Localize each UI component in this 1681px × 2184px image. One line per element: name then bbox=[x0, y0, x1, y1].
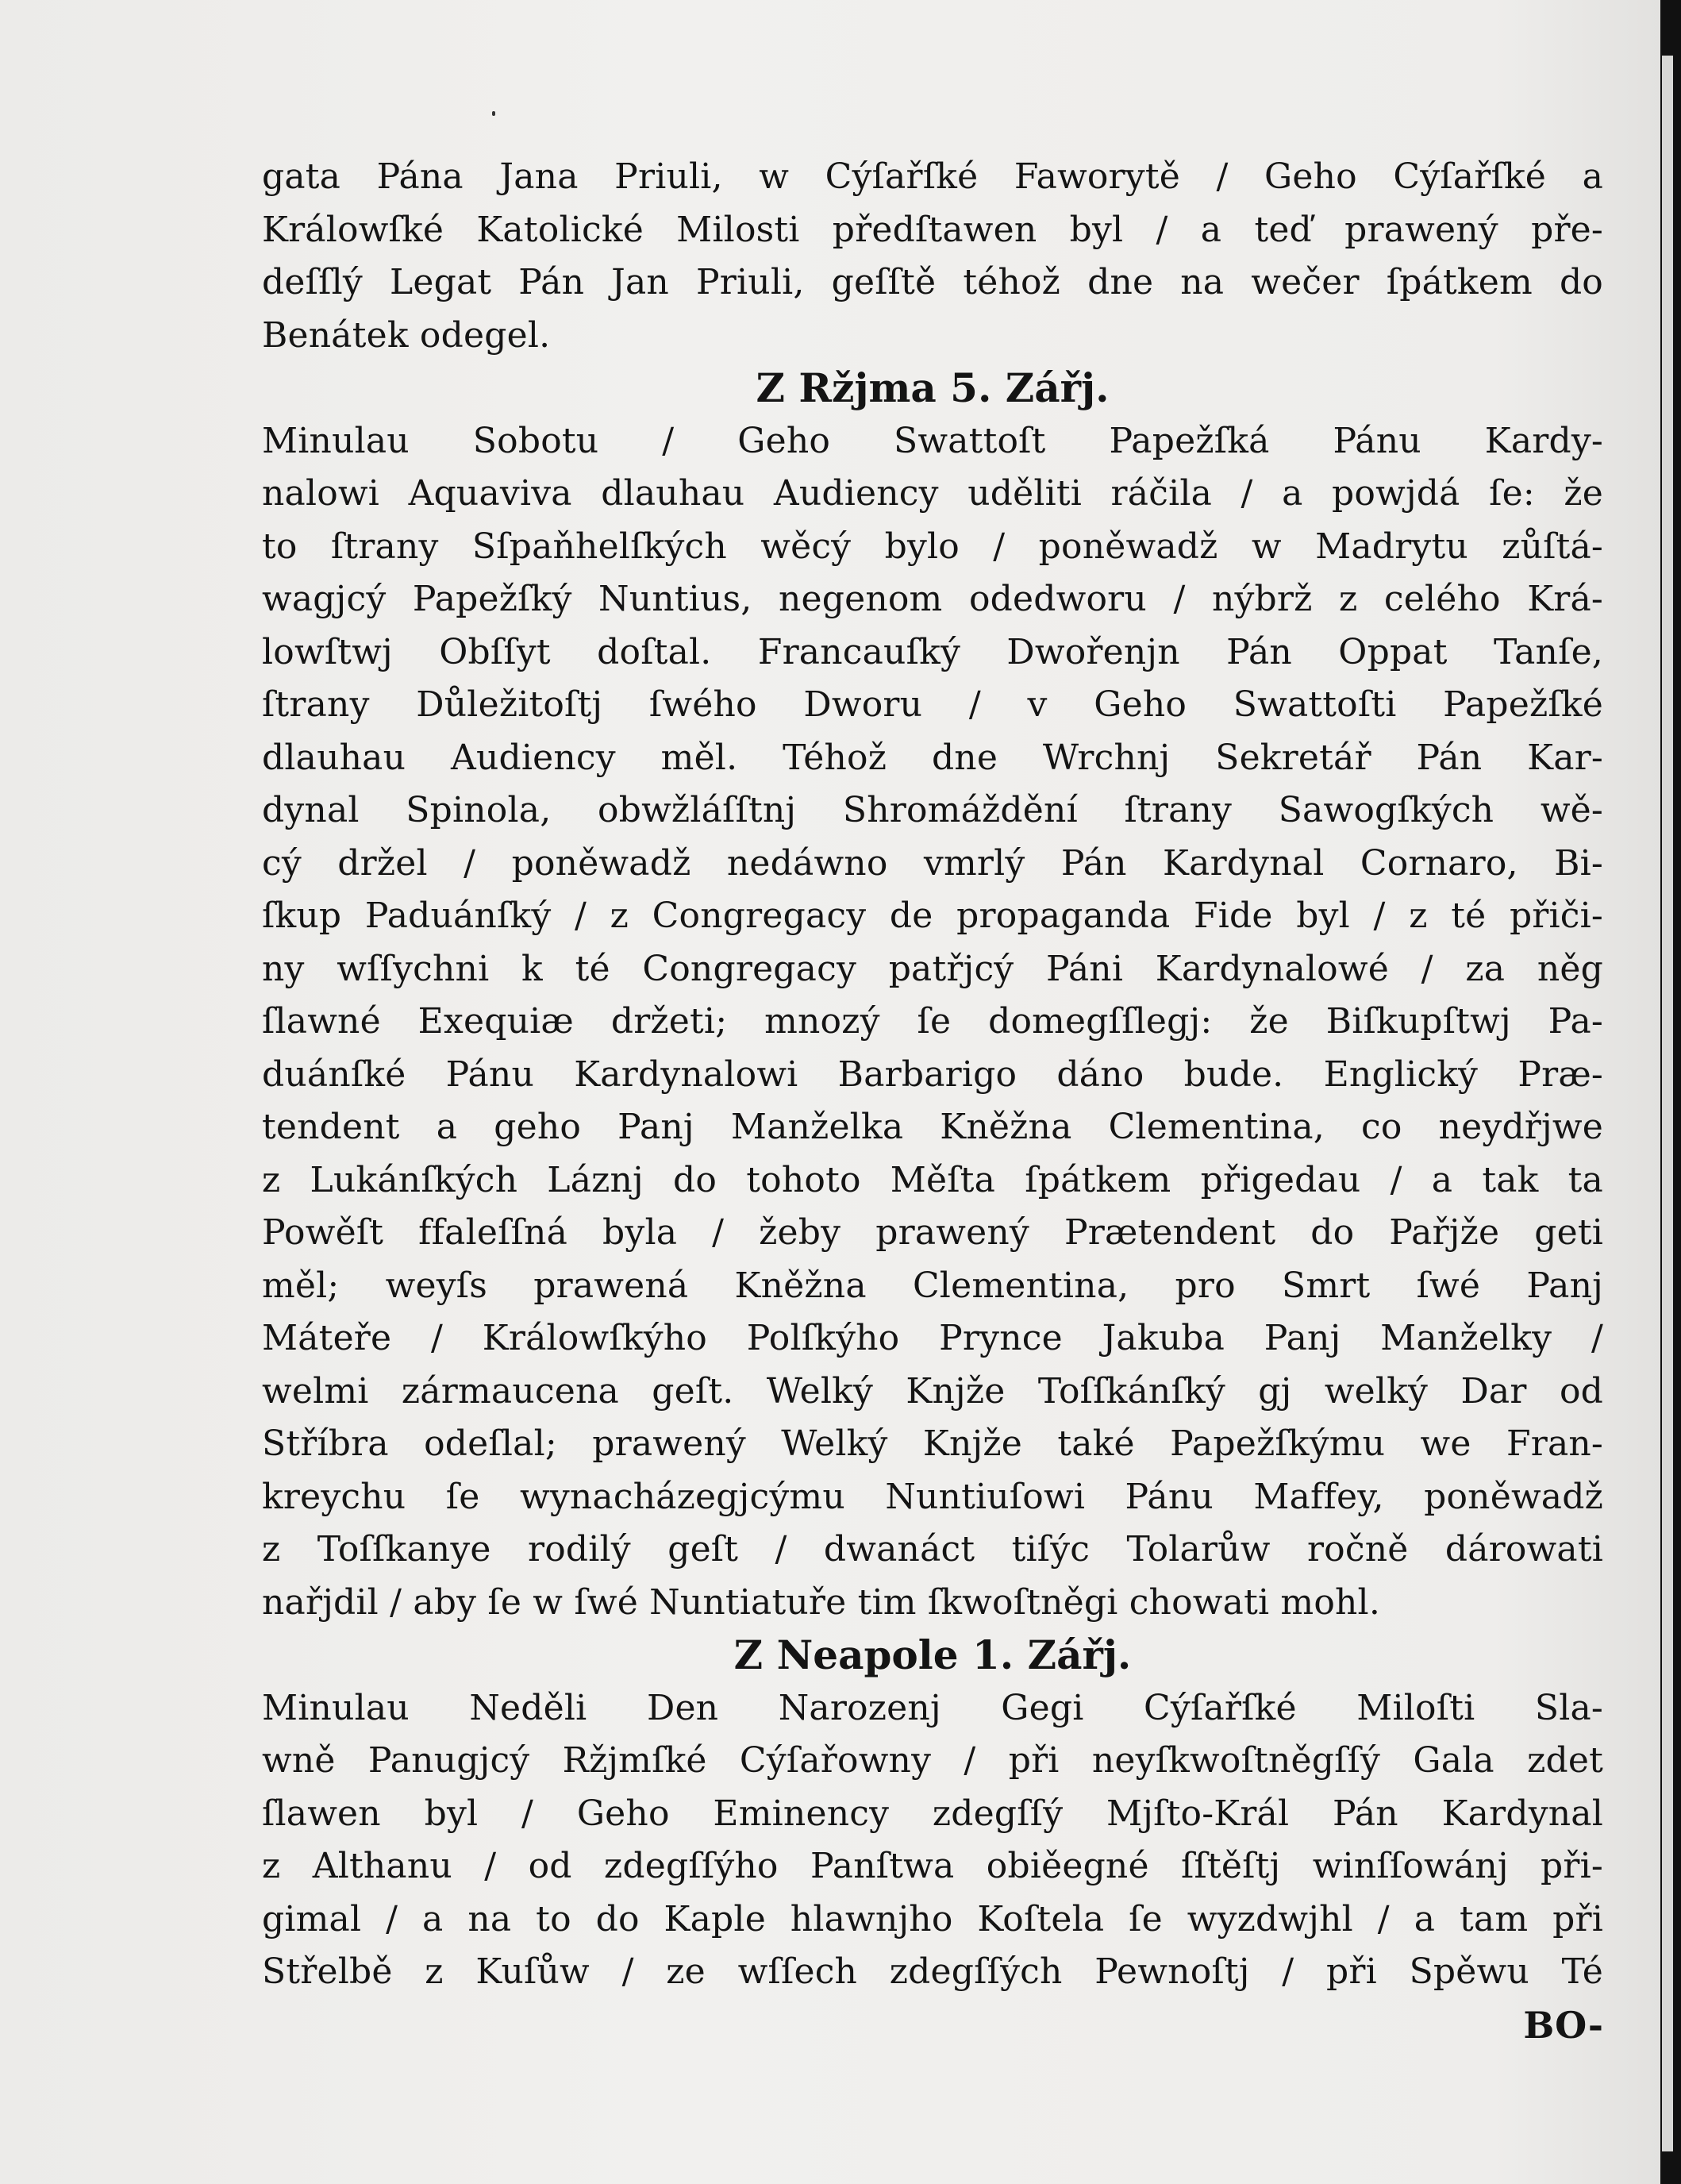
ink-speck bbox=[492, 111, 495, 116]
text-line: ny wſſychni k té Congregacy patřjcý Páni Kardynalowé / za něg bbox=[262, 948, 1603, 989]
text-line: gimal / a na to do Kaple hlawnjho Koſtela ſe wyzdwjhl / a tam při bbox=[262, 1898, 1603, 1939]
adjacent-page-edge bbox=[1660, 0, 1681, 2184]
text-line: Střelbě z Kuſůw / ze wſſech zdegſſých Pewnoſtj / při Spěwu Té bbox=[262, 1951, 1603, 1992]
text-line: wně Panugjcý Ržjmſké Cýſařowny / při neyſkwoſtněgſſý Gala zdet bbox=[262, 1740, 1603, 1781]
text-line: nařjdil / aby ſe w ſwé Nuntiatuře tim ſkwoſtněgi chowati mohl. bbox=[262, 1581, 1381, 1623]
paragraph-priuli bbox=[262, 151, 1603, 362]
text-line: z Althanu / od zdegſſýho Panſtwa obiěegné ſſtěſtj winſſowánj při- bbox=[262, 1846, 1603, 1886]
text-line: Benátek odegel. bbox=[262, 314, 551, 356]
text-line: lowſtwj Obſſyt doſtal. Francauſký Dwořenjn Pán Oppat Tanſe, bbox=[262, 631, 1603, 672]
text-line: wagjcý Papežſký Nuntius, negenom odedworu / nýbrž z celého Krá- bbox=[262, 579, 1603, 619]
text-line: nalowi Aquaviva dlauhau Audiency uděliti ráčila / a powjdá ſe: že bbox=[262, 473, 1603, 514]
text-line: měl; weyſs prawená Kněžna Clementina, pro Smrt ſwé Panj bbox=[262, 1265, 1603, 1306]
text-line: welmi zármaucena geſt. Welký Knjže Toſſkánſký gj welký Dar od bbox=[262, 1370, 1603, 1412]
adjacent-page-strip bbox=[1662, 56, 1673, 2151]
text-line: dlauhau Audiency měl. Téhož dne Wrchnj Sekretář Pán Kar- bbox=[262, 737, 1603, 778]
text-line: duánſké Pánu Kardynalowi Barbarigo dáno bude. Englický Præ- bbox=[262, 1053, 1603, 1095]
text-line: ſlawné Exequiæ držeti; mnozý ſe domegſſlegj: že Biſkupſtwj Pa- bbox=[262, 1001, 1603, 1042]
text-line: Králowſké Katolické Milosti předſtawen byl / a teď prawený pře- bbox=[262, 209, 1603, 250]
text-line: deſſlý Legat Pán Jan Priuli, geſſtě téhož dne na wečer ſpátkem do bbox=[262, 262, 1603, 302]
text-line: ſtrany Důležitoſtj ſwého Dworu / v Geho Swattoſti Papežſké bbox=[262, 684, 1603, 725]
text-line: dynal Spinola, obwžláſſtnj Shromáždění ſtrany Sawogſkých wě- bbox=[262, 790, 1603, 830]
text-line: cý držel / poněwadž nedáwno vmrlý Pán Kardynal Cornaro, Bi- bbox=[262, 842, 1603, 884]
text-line: kreychu ſe wynacházegjcýmu Nuntiuſowi Pánu Maffey, poněwadž bbox=[262, 1476, 1603, 1517]
text-line: gata Pána Jana Priuli, w Cýſařſké Faworytě / Geho Cýſařſké a bbox=[262, 156, 1603, 197]
text-line: ſkup Paduánſký / z Congregacy de propaganda Fide byl / z té přiči- bbox=[262, 896, 1603, 936]
paragraph-naples bbox=[262, 1682, 1603, 1999]
text-line: ſlawen byl / Geho Eminency zdegſſý Mjſto-Král Pán Kardynal bbox=[262, 1793, 1603, 1834]
text-line: Mátеře / Králowſkýho Polſkýho Prynce Jakuba Panj Manželky / bbox=[262, 1318, 1603, 1358]
text-line: Minulau Sobotu / Geho Swattoſt Papežſká Pánu Kardy- bbox=[262, 420, 1603, 461]
article-text bbox=[262, 151, 1603, 2051]
text-line: Stříbra odeſlal; prawený Welký Knjže také Papežſkýmu we Fran- bbox=[262, 1423, 1603, 1464]
text-line: Minulau Neděli Den Narozenj Gegi Cýſařſké Miloſti Sla- bbox=[262, 1687, 1603, 1728]
text-line: z Toſſkanye rodilý geſt / dwanáct tiſýc Tolarůw ročně dárowati bbox=[262, 1529, 1603, 1570]
text-line: to ſtrany Sſpaňhelſkých wěcý bylo / poněwadž w Madrytu zůſtá- bbox=[262, 526, 1603, 567]
text-line: Powěſt ffaleſſná byla / žeby prawený Prætendent do Pařjže geti bbox=[262, 1212, 1603, 1253]
text-line: tendent a geho Panj Manželka Kněžna Clementina, co neydřjwe bbox=[262, 1107, 1603, 1147]
paragraph-rome bbox=[262, 415, 1603, 1630]
heading-rome: Z Ržjma 5. Zářj. bbox=[756, 364, 1110, 411]
text-line: z Lukánſkých Láznj do tohoto Měſta ſpátkem přigedau / a tak ta bbox=[262, 1159, 1603, 1200]
heading-naples: Z Neapole 1. Zářj. bbox=[733, 1631, 1132, 1678]
catchword: BO- bbox=[1523, 2003, 1603, 2047]
